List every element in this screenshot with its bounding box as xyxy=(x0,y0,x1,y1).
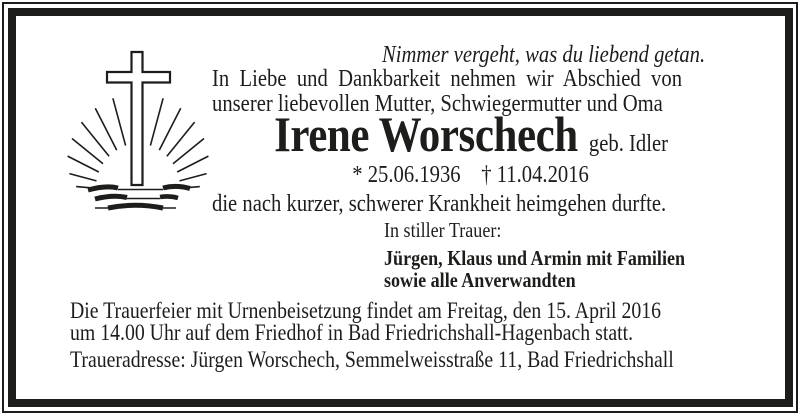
mourners-line-2: sowie alle Anverwandten xyxy=(384,268,576,292)
cross-rays-illustration xyxy=(58,42,218,217)
mourning-address-line: Traueradresse: Jürgen Worschech, Semmelweisstraße 11, Bad Friedrichshall xyxy=(70,347,674,372)
cause-line: die nach kurzer, schwerer Krankheit heimgehen durfte. xyxy=(212,191,667,217)
funeral-info-line-1: Die Trauerfeier mit Urnenbeisetzung findet am Freitag, den 15. April 2016 xyxy=(70,298,662,323)
deceased-name: Irene Worschech xyxy=(274,106,578,162)
cross-icon xyxy=(107,52,170,185)
death-date: † 11.04.2016 xyxy=(481,162,590,188)
birth-date: * 25.06.1936 xyxy=(352,162,462,188)
maiden-name: geb. Idler xyxy=(588,131,668,157)
mourners-line-1: Jürgen, Klaus und Armin mit Familien xyxy=(384,246,686,270)
epigraph: Nimmer vergeht, was du liebend getan. xyxy=(382,42,706,68)
life-dates-row xyxy=(212,163,730,187)
deceased-name-row xyxy=(212,106,730,162)
funeral-info-line-2: um 14.00 Uhr auf dem Friedhof in Bad Friedrichshall-Hagenbach statt. xyxy=(70,320,634,345)
intro-line-1: In Liebe und Dankbarkeit nehmen wir Abschied von xyxy=(212,66,683,92)
mourning-intro: In stiller Trauer: xyxy=(384,218,502,242)
intro-line-2: unserer liebevollen Mutter, Schwiegermutter und Oma xyxy=(212,91,663,117)
